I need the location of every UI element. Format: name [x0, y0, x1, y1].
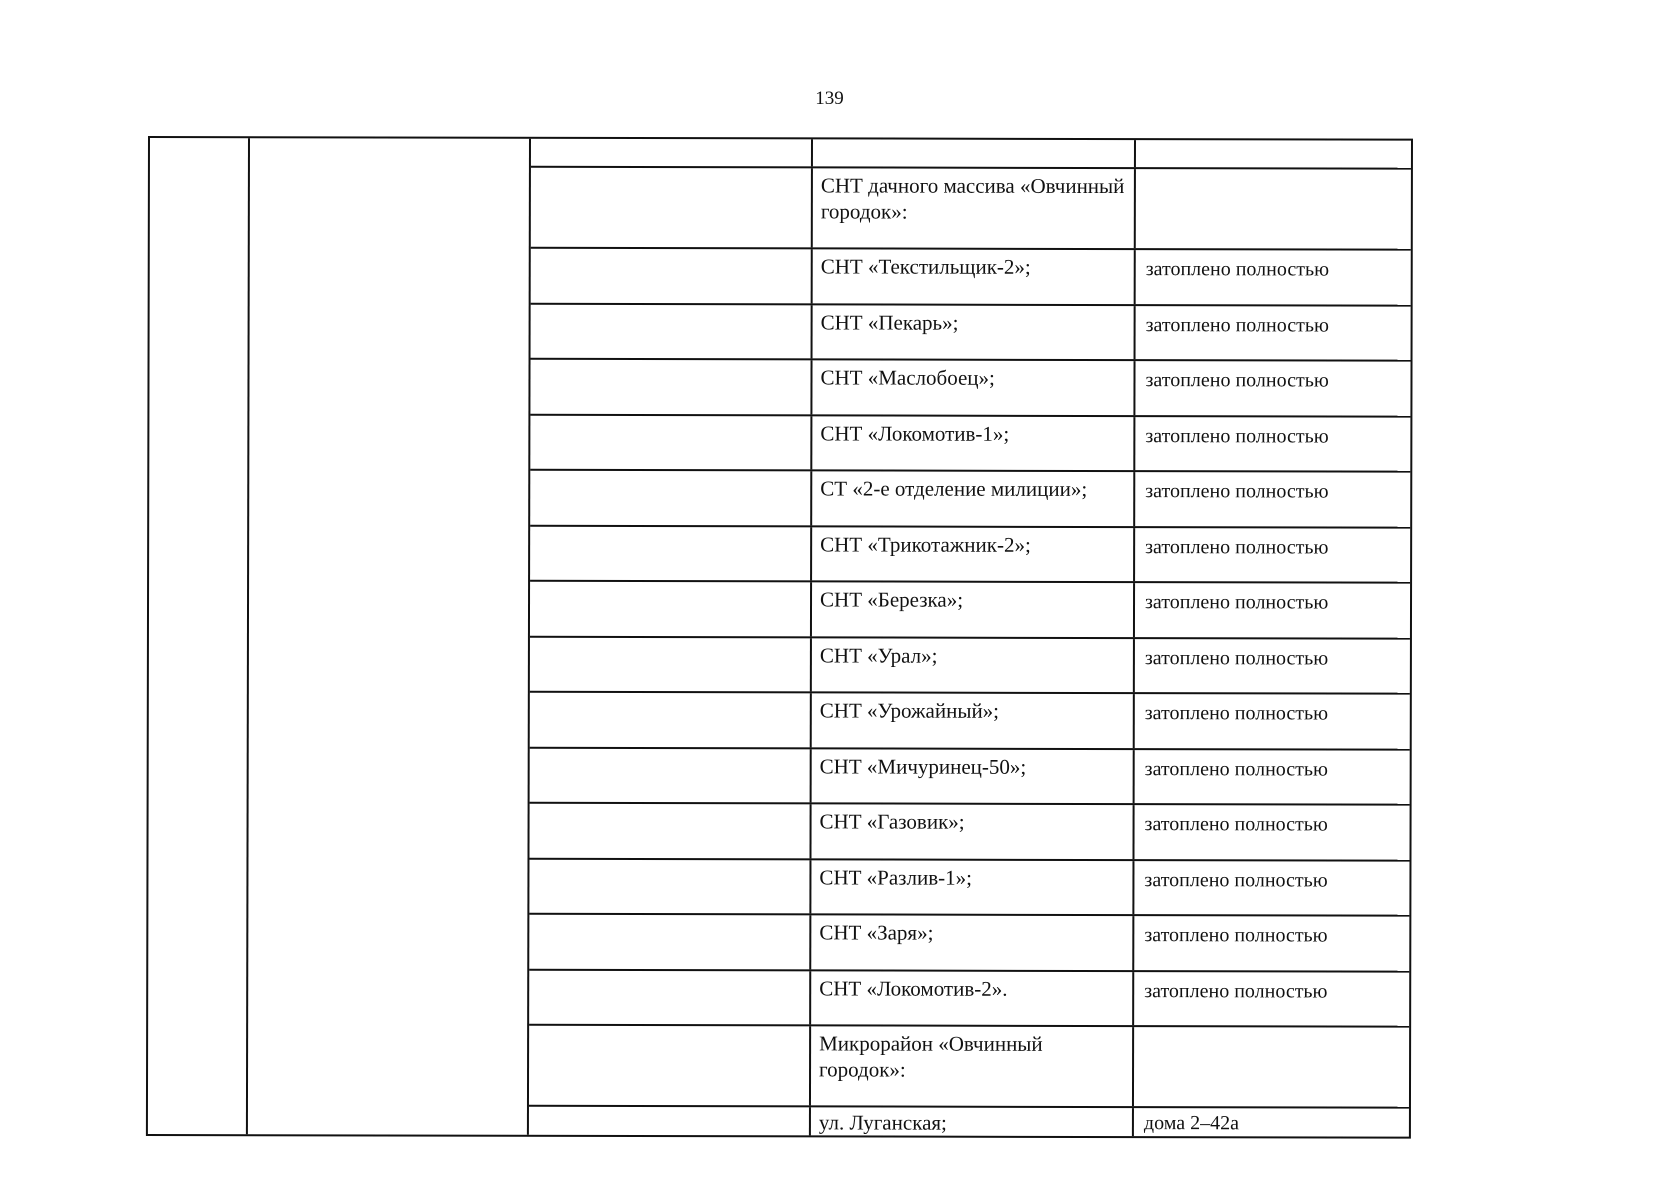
table-row [529, 802, 1409, 859]
table-cell-name [813, 139, 1136, 167]
table-row [529, 1024, 1409, 1107]
table-row [530, 524, 1410, 581]
table-row [531, 247, 1411, 304]
table-row [531, 302, 1411, 359]
table-cell-name: СНТ «Текстильщик-2»; [813, 249, 1136, 303]
table-cell-empty [530, 415, 812, 469]
table-cell-empty [530, 582, 812, 636]
table-cell-name: СНТ «Разлив-1»; [811, 860, 1134, 914]
table-cell-status: затоплено полностью [1144, 979, 1328, 1002]
table-row [529, 913, 1409, 970]
table-cell-name: СНТ «Газовик»; [811, 804, 1134, 858]
table-cell-status: затоплено полностью [1145, 591, 1329, 614]
table-row [531, 139, 1411, 168]
table-row [530, 469, 1410, 526]
table-cell-empty [531, 168, 813, 248]
table-cell-name: СНТ «Локомотив-2». [811, 971, 1134, 1025]
table-row [530, 580, 1410, 637]
table-column-b [248, 138, 531, 1135]
table-cell-empty [531, 304, 813, 358]
table-row [529, 1105, 1409, 1137]
table-cell-empty [530, 693, 812, 747]
table-row [530, 746, 1410, 803]
table-cell-empty [529, 1026, 811, 1106]
table-row [530, 413, 1410, 470]
table-column-a [148, 138, 250, 1134]
table-row [529, 857, 1409, 914]
table-cell-empty [531, 249, 813, 303]
table-cell-empty [529, 970, 811, 1024]
table-cell-name: СНТ «Урожайный»; [812, 693, 1135, 747]
page-number: 139 [815, 88, 844, 109]
table-cell-empty [530, 526, 812, 580]
table-cell-name: СНТ «Пекарь»; [813, 305, 1136, 359]
table-cell-status [1134, 1027, 1409, 1107]
table-cell-status: затоплено полностью [1145, 369, 1329, 392]
table-cell-status: затоплено полностью [1145, 480, 1329, 503]
table-cell-empty [530, 748, 812, 802]
table-row [530, 358, 1410, 415]
table-cell-name: СТ «2-е отделение милиции»; [812, 471, 1135, 525]
table-cell-name: СНТ «Урал»; [812, 638, 1135, 692]
table-cell-status [1136, 140, 1411, 168]
table-row [529, 968, 1409, 1025]
table-cell-status: дома 2–42а [1143, 1112, 1240, 1135]
table-cell-empty [530, 360, 812, 414]
table-cell-status: затоплено полностью [1144, 646, 1329, 669]
table-cell-status: затоплено полностью [1144, 868, 1328, 891]
table-cell-empty [529, 915, 811, 969]
table-cell-name: СНТ «Трикотажник-2»; [812, 527, 1135, 581]
table-rows [529, 139, 1411, 1137]
table-cell-empty [531, 139, 813, 167]
table-cell-name: СНТ «Маслобоец»; [812, 360, 1135, 414]
table-cell-status: затоплено полностью [1145, 313, 1329, 336]
table-cell-name: СНТ «Заря»; [811, 915, 1134, 969]
table-row [530, 691, 1410, 748]
table-cell-name: СНТ «Локомотив-1»; [812, 416, 1135, 470]
table-cell-status: затоплено полностью [1145, 258, 1330, 281]
table-cell-name: СНТ «Мичуринец-50»; [812, 749, 1135, 803]
table-row [531, 166, 1411, 249]
table-cell-name: СНТ дачного массива «Овчинный городок»: [813, 168, 1136, 248]
table-cell-status: затоплено полностью [1145, 535, 1329, 558]
table-cell-empty [530, 637, 812, 691]
table-cell-empty [529, 804, 811, 858]
table-cell-empty [529, 1107, 811, 1136]
table-cell-empty [529, 859, 811, 913]
document-table [146, 136, 1413, 1139]
table-cell-status: затоплено полностью [1145, 424, 1329, 447]
table-cell-status: затоплено полностью [1144, 924, 1328, 947]
table-cell-status: затоплено полностью [1144, 757, 1329, 780]
table-cell-name: Микрорайон «Овчинный городок»: [811, 1026, 1134, 1106]
table-cell-status: затоплено полностью [1144, 813, 1328, 836]
table-cell-status [1136, 169, 1411, 249]
table-cell-name: СНТ «Березка»; [812, 582, 1135, 636]
table-cell-name: ул. Луганская; [811, 1107, 1134, 1136]
table-cell-empty [530, 471, 812, 525]
table-row [530, 635, 1410, 692]
table-cell-status: затоплено полностью [1144, 702, 1329, 725]
